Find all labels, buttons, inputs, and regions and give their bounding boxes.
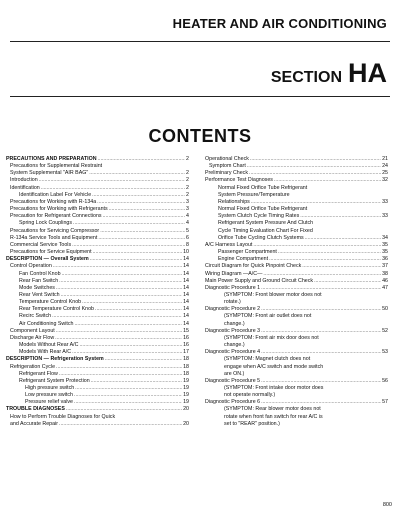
toc-entry [6, 399, 189, 406]
toc-entry [6, 249, 189, 256]
toc-leader-dots [89, 170, 185, 177]
toc-entry-title: Normal Fixed Orifice Tube Refrigerant [218, 184, 308, 191]
toc-entry [205, 170, 388, 177]
toc-entry [6, 328, 189, 335]
toc-entry-title: rotate.) [224, 299, 241, 306]
toc-leader-dots [41, 185, 185, 192]
toc-entry-title: Diagnostic Procedure 4 [205, 349, 261, 356]
toc-entry [205, 364, 388, 371]
toc-entry-title: Passenger Compartment [218, 249, 277, 256]
toc-leader-dots [61, 292, 182, 299]
toc-entry-page: 4 [186, 220, 189, 227]
toc-entry-title: set to "REAR" position.) [224, 420, 280, 427]
toc-entry [205, 356, 388, 363]
toc-leader-dots [55, 335, 182, 342]
toc-entry-page: 19 [183, 392, 189, 399]
toc-leader-dots [59, 278, 182, 285]
toc-leader-dots [75, 385, 182, 392]
toc-leader-dots [269, 256, 381, 263]
toc-entry-title: Temperature Control Knob [19, 299, 82, 306]
toc-entry-page: 50 [382, 306, 388, 313]
toc-entry [6, 213, 189, 220]
toc-entry [6, 299, 189, 306]
toc-entry-title: are ON.) [224, 370, 245, 377]
toc-entry-title: Performance Test Diagnoses [205, 177, 273, 184]
toc-entry-title: change.) [224, 342, 245, 349]
toc-entry [205, 192, 388, 199]
toc-leader-dots [74, 321, 182, 328]
toc-entry-title: Models Without Rear A/C [19, 342, 79, 349]
toc-leader-dots [247, 163, 381, 170]
toc-entry [6, 206, 189, 213]
toc-entry [6, 185, 189, 192]
toc-leader-dots [98, 235, 185, 242]
toc-entry [6, 235, 189, 242]
toc-leader-dots [97, 199, 185, 206]
toc-entry-title: Preliminary Check [205, 170, 248, 177]
toc-entry [6, 378, 189, 385]
toc-leader-dots [261, 328, 381, 335]
toc-entry-page: 16 [183, 342, 189, 349]
toc-entry [205, 371, 388, 378]
toc-entry [6, 406, 189, 413]
toc-entry-title: Air Conditioning Switch [19, 320, 74, 327]
toc-leader-dots [52, 313, 182, 320]
toc-entry-page: 6 [186, 234, 189, 241]
toc-entry-title: Rear Vent Switch [19, 291, 60, 298]
toc-entry [205, 406, 388, 413]
section-word: SECTION [270, 69, 342, 86]
toc-leader-dots [56, 285, 182, 292]
toc-leader-dots [72, 242, 185, 249]
toc-entry [6, 414, 189, 421]
toc-entry-page: 18 [183, 356, 189, 363]
toc-entry-title: Refrigerant System Pressure And Clutch [218, 220, 314, 227]
toc-entry-title: Rear Fan Switch [19, 277, 59, 284]
toc-entry [6, 256, 189, 263]
toc-entry [205, 177, 388, 184]
toc-entry [6, 170, 189, 177]
toc-entry-title: and Accurate Repair [10, 420, 58, 427]
toc-entry-title: Diagnostic Procedure 3 [205, 327, 261, 334]
toc-leader-dots [109, 206, 185, 213]
toc-entry [205, 292, 388, 299]
toc-leader-dots [82, 299, 182, 306]
toc-entry-page: 33 [382, 198, 388, 205]
toc-leader-dots [56, 364, 182, 371]
toc-entry [205, 220, 388, 227]
toc-entry-title: Refrigerant System Protection [19, 377, 90, 384]
toc-leader-dots [261, 349, 381, 356]
toc-entry-title: Engine Compartment [218, 256, 269, 263]
toc-entry-title: Low pressure switch [25, 392, 73, 399]
toc-entry-page: 34 [382, 234, 388, 241]
toc-leader-dots [62, 271, 183, 278]
toc-entry-page: 53 [382, 349, 388, 356]
contents-title: CONTENTS [148, 126, 252, 146]
toc-entry [6, 306, 189, 313]
toc-leader-dots [98, 156, 186, 163]
toc-entry [6, 364, 189, 371]
toc-leader-dots [263, 271, 381, 278]
toc-leader-dots [249, 170, 381, 177]
toc-entry [6, 271, 189, 278]
toc-entry [205, 392, 388, 399]
toc-entry-title: PRECAUTIONS AND PREPARATION [6, 156, 97, 162]
toc-leader-dots [261, 399, 381, 406]
toc-entry-page: 37 [382, 263, 388, 270]
toc-entry-page: 19 [183, 399, 189, 406]
toc-entry-title: Control Operation [10, 263, 52, 270]
toc-leader-dots [59, 371, 182, 378]
toc-entry-title: Models With Rear A/C [19, 349, 72, 356]
toc-entry-page: 2 [186, 184, 189, 191]
toc-leader-dots [302, 263, 381, 270]
toc-entry-page: 17 [183, 349, 189, 356]
toc-entry-title: Wiring Diagram —A/C— [205, 270, 263, 277]
toc-entry-page: 56 [382, 377, 388, 384]
toc-entry [205, 313, 388, 320]
toc-entry-title: (SYMPTOM: Front air mix door does not [224, 334, 319, 341]
toc-entry-page: 20 [183, 420, 189, 427]
toc-entry [6, 263, 189, 270]
toc-entry-title: rotate when front fan switch for rear A/C is [224, 413, 323, 420]
toc-entry-title: Mode Switches [19, 284, 55, 291]
toc-entry [205, 206, 388, 213]
toc-entry [6, 335, 189, 342]
toc-entry-title: Refrigerant Flow [19, 370, 58, 377]
toc-entry-page: 32 [382, 177, 388, 184]
toc-leader-dots [91, 378, 182, 385]
toc-entry [6, 192, 189, 199]
toc-entry-page: 21 [382, 156, 388, 162]
toc-entry [205, 299, 388, 306]
toc-leader-dots [261, 285, 381, 292]
toc-leader-dots [274, 177, 381, 184]
toc-entry-title: (SYMPTOM: Front air outlet does not [224, 313, 312, 320]
toc-entry-title: R-134a Service Tools and Equipment [10, 234, 98, 241]
toc-entry [205, 306, 388, 313]
toc-entry-page: 19 [183, 385, 189, 391]
toc-leader-dots [74, 392, 182, 399]
toc-entry-page: 38 [382, 270, 388, 277]
toc-entry-title: Operational Check [205, 156, 249, 162]
toc-entry [205, 328, 388, 335]
toc-entry [6, 342, 189, 349]
toc-entry-page: 10 [183, 249, 189, 256]
toc-entry [6, 163, 189, 170]
toc-entry [205, 399, 388, 406]
toc-entry-title: Cycle Timing Evaluation Chart For Fixed [218, 227, 313, 234]
section-heading [271, 60, 387, 87]
toc-entry [205, 349, 388, 356]
toc-entry [205, 421, 388, 428]
toc-entry [205, 185, 388, 192]
toc-leader-dots [92, 192, 185, 199]
toc-entry-page: 24 [382, 163, 388, 170]
toc-leader-dots [251, 199, 381, 206]
toc-leader-dots [90, 256, 182, 263]
toc-entry-page: 15 [183, 327, 189, 334]
toc-entry [205, 199, 388, 206]
toc-entry-page: 35 [382, 249, 388, 256]
toc-entry [205, 156, 388, 163]
toc-entry-title: Precautions for Service Equipment [10, 249, 92, 256]
toc-entry-title: Precautions for Supplemental Restraint [10, 163, 103, 170]
toc-entry [205, 342, 388, 349]
toc-entry [205, 242, 388, 249]
header-top-rule [10, 41, 390, 42]
toc-entry [6, 371, 189, 378]
toc-leader-dots [73, 220, 185, 227]
toc-entry [6, 349, 189, 356]
toc-entry-page: 3 [186, 198, 189, 205]
toc-leader-dots [314, 278, 381, 285]
toc-right-column [205, 156, 388, 428]
toc-entry-title: Precautions for Servicing Compressor [10, 227, 100, 234]
toc-entry-page: 14 [183, 291, 189, 298]
toc-entry [205, 249, 388, 256]
toc-leader-dots [56, 328, 182, 335]
toc-entry-title: DESCRIPTION — Overall System [6, 256, 89, 263]
toc-entry-title: DESCRIPTION — Refrigeration System [6, 356, 104, 363]
toc-leader-dots [305, 235, 381, 242]
toc-entry-title: (SYMPTOM: Front blower motor does not [224, 291, 322, 298]
toc-entry-title: Diagnostic Procedure 5 [205, 377, 261, 384]
toc-entry [205, 228, 388, 235]
toc-entry [205, 335, 388, 342]
toc-entry-title: (SYMPTOM: Magnet clutch does not [224, 356, 311, 363]
toc-entry [6, 392, 189, 399]
toc-entry [6, 421, 189, 428]
toc-entry-title: change.) [224, 320, 245, 327]
toc-leader-dots [278, 249, 381, 256]
toc-entry-page: 19 [183, 377, 189, 384]
toc-entry-page: 5 [186, 227, 189, 234]
toc-entry [6, 385, 189, 392]
toc-entry-title: Component Layout [10, 327, 55, 334]
toc-entry-title: How to Perform Trouble Diagnoses for Quick [10, 413, 116, 420]
toc-entry-title: A/C Harness Layout [205, 241, 253, 248]
toc-entry [205, 321, 388, 328]
toc-entry-page: 14 [183, 306, 189, 313]
toc-entry [6, 321, 189, 328]
toc-entry [6, 278, 189, 285]
toc-leader-dots [261, 378, 381, 385]
toc-entry-title: Precautions for Working with Refrigerants [10, 206, 108, 213]
toc-entry [6, 177, 189, 184]
toc-entry-title: (SYMPTOM: Front intake door motor does [224, 385, 324, 391]
toc-entry [205, 235, 388, 242]
toc-entry-page: 36 [382, 256, 388, 263]
toc-entry [6, 220, 189, 227]
toc-entry [205, 256, 388, 263]
toc-entry [205, 213, 388, 220]
toc-entry-page: 18 [183, 363, 189, 370]
toc-entry-title: not operate normally.) [224, 392, 276, 399]
toc-entry-title: High pressure switch [25, 385, 75, 391]
toc-entry-page: 20 [183, 406, 189, 413]
toc-entry-page: 4 [186, 213, 189, 220]
toc-entry-title: System Clutch Cycle Timing Rates [218, 213, 300, 220]
toc-leader-dots [59, 421, 182, 428]
toc-entry [6, 356, 189, 363]
toc-leader-dots [300, 213, 381, 220]
toc-entry [6, 228, 189, 235]
toc-entry-title: Precautions for Working with R-134a [10, 198, 97, 205]
toc-entry [205, 163, 388, 170]
toc-leader-dots [105, 356, 182, 363]
toc-entry-title: Identification Label For Vehicle [19, 191, 92, 198]
toc-entry-title: Symptom Chart [209, 163, 246, 170]
toc-entry-title: Orifice Tube Cycling Clutch Systems [218, 234, 304, 241]
toc-entry-page: 25 [382, 170, 388, 177]
toc-entry-page: 2 [186, 191, 189, 198]
toc-leader-dots [74, 399, 182, 406]
toc-entry-page: 8 [186, 241, 189, 248]
toc-entry-title: (SYMPTOM: Rear blower motor does not [224, 406, 321, 413]
toc-entry-page: 14 [183, 313, 189, 320]
toc-leader-dots [66, 406, 182, 413]
toc-entry [205, 385, 388, 392]
toc-entry-title: Rear Temperature Control Knob [19, 306, 94, 313]
toc-leader-dots [253, 242, 381, 249]
toc-entry-title: Normal Fixed Orifice Tube Refrigerant [218, 206, 308, 213]
toc-entry-page: 52 [382, 327, 388, 334]
toc-entry-title: engage when A/C switch and mode switch [224, 363, 324, 370]
toc-entry [205, 414, 388, 421]
toc-entry-title: Identification [10, 184, 40, 191]
toc-entry-title: System Supplemental "AIR BAG" [10, 170, 89, 177]
toc-entry-title: Pressure relief valve [25, 399, 73, 406]
toc-leader-dots [250, 156, 381, 163]
toc-entry [6, 285, 189, 292]
toc-entry-page: 14 [183, 277, 189, 284]
toc-entry-title: Recirc Switch [19, 313, 52, 320]
toc-entry [6, 242, 189, 249]
toc-entry-page: 57 [382, 399, 388, 406]
toc-leader-dots [39, 177, 185, 184]
toc-entry [6, 292, 189, 299]
toc-entry-page: 14 [183, 263, 189, 270]
toc-entry-title: Diagnostic Procedure 6 [205, 399, 261, 406]
toc-entry-title: Diagnostic Procedure 1 [205, 284, 261, 291]
toc-entry [6, 156, 189, 163]
toc-entry-page: 3 [186, 206, 189, 213]
toc-entry-title: Fan Control Knob [19, 270, 61, 277]
toc-leader-dots [100, 228, 185, 235]
toc-entry-page: 2 [186, 170, 189, 177]
toc-entry-page: 14 [183, 270, 189, 277]
toc-entry-page: 2 [186, 156, 189, 162]
toc-entry-title: Precaution for Refrigerant Connections [10, 213, 102, 220]
toc-entry [6, 199, 189, 206]
toc-entry [205, 263, 388, 270]
header-bottom-rule [10, 96, 390, 97]
toc-entry-page: 2 [186, 177, 189, 184]
toc-entry-page: 46 [382, 277, 388, 284]
toc-entry [6, 313, 189, 320]
toc-entry-page: 14 [183, 284, 189, 291]
toc-leader-dots [95, 306, 182, 313]
toc-entry-title: System Pressure/Temperature [218, 191, 290, 198]
toc-entry [205, 285, 388, 292]
header-title: HEATER AND AIR CONDITIONING [172, 16, 387, 31]
toc-entry [205, 278, 388, 285]
toc-leader-dots [93, 249, 183, 256]
toc-leader-dots [103, 213, 185, 220]
page-number: 800 [382, 502, 392, 508]
toc-entry-page: 33 [382, 213, 388, 220]
toc-entry-title: TROUBLE DIAGNOSES [6, 406, 65, 413]
toc-entry-title: Refrigeration Cycle [10, 363, 56, 370]
toc-entry-page: 18 [183, 370, 189, 377]
toc-entry-title: Spring Lock Couplings [19, 220, 72, 227]
toc-leader-dots [79, 342, 182, 349]
toc-entry-page: 14 [183, 320, 189, 327]
toc-entry-title: Relationships [218, 198, 250, 205]
toc-entry-page: 14 [183, 256, 189, 263]
toc-entry-title: Commercial Service Tools [10, 241, 72, 248]
toc-entry [205, 271, 388, 278]
toc-entry-page: 47 [382, 284, 388, 291]
toc-leader-dots [72, 349, 182, 356]
toc-entry-title: Diagnostic Procedure 2 [205, 306, 261, 313]
toc-entry-page: 35 [382, 241, 388, 248]
toc-leader-dots [261, 306, 381, 313]
toc-leader-dots [53, 263, 182, 270]
toc-entry-title: Main Power Supply and Ground Circuit Check [205, 277, 314, 284]
toc-entry-title: Circuit Diagram for Quick Pinpoint Check [205, 263, 302, 270]
toc-entry-page: 16 [183, 334, 189, 341]
toc-entry-page: 14 [183, 299, 189, 306]
toc-entry-title: Introduction [10, 177, 38, 184]
section-code: HA [348, 58, 387, 88]
toc-left-column [6, 156, 189, 428]
toc-entry [205, 378, 388, 385]
toc-entry-title: Discharge Air Flow [10, 334, 55, 341]
